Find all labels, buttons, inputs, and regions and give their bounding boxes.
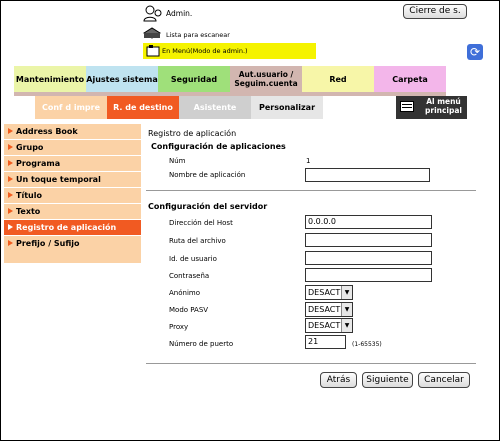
proxy-value: DESACT: [308, 321, 341, 330]
tab-mantenimiento[interactable]: Mantenimiento: [14, 66, 86, 92]
tab-asistente[interactable]: Asistente: [179, 96, 251, 119]
tab-conf-impre[interactable]: Conf d impre: [35, 96, 107, 119]
tab-red[interactable]: Red: [302, 66, 374, 92]
home-menu-icon: [400, 101, 414, 112]
page-title: Registro de aplicación: [148, 129, 237, 138]
sidebar-item-grupo[interactable]: Grupo: [4, 140, 141, 155]
proxy-select[interactable]: [305, 318, 353, 333]
chevron-down-icon: ▼: [341, 319, 352, 332]
pasv-select[interactable]: [305, 302, 353, 317]
port-input[interactable]: 21: [305, 335, 346, 349]
sidebar-item-titulo[interactable]: Título: [4, 188, 141, 203]
refresh-icon[interactable]: ⟳: [467, 44, 483, 60]
main-menu-button[interactable]: [396, 96, 467, 119]
anonymous-value: DESACT: [308, 288, 341, 297]
mode-text: En Menú(Modo de admin.): [162, 47, 248, 55]
password-input[interactable]: [305, 268, 432, 282]
port-label: Número de puerto: [169, 340, 234, 348]
sidebar-footer: [4, 251, 141, 263]
app-name-label: Nombre de aplicación: [169, 171, 246, 179]
num-label: Núm: [169, 157, 186, 165]
admin-user-icon: [142, 4, 164, 22]
logout-button[interactable]: Cierre de s.: [403, 4, 467, 19]
num-value: 1: [306, 157, 311, 165]
sidebar-item-un-toque[interactable]: Un toque temporal: [4, 172, 141, 187]
tab-personalizar[interactable]: Personalizar: [251, 96, 323, 119]
tab-ajustes-sistema[interactable]: Ajustes sistema: [86, 66, 158, 92]
sidebar-item-prefijo[interactable]: Prefijo / Sufijo: [4, 236, 141, 251]
app-name-input[interactable]: [305, 168, 430, 182]
proxy-label: Proxy: [169, 323, 189, 331]
next-button[interactable]: Siguiente: [362, 372, 413, 388]
app-section-title: Configuración de aplicaciones: [151, 142, 286, 151]
host-label: Dirección del Host: [169, 219, 233, 227]
port-range: (1-65535): [352, 341, 382, 348]
path-input[interactable]: [305, 233, 432, 247]
sidebar-item-programa[interactable]: Programa: [4, 156, 141, 171]
tab-aut-usuario[interactable]: Aut.usuario / Seguim.cuenta: [230, 66, 302, 92]
tab-seguridad[interactable]: Seguridad: [158, 66, 230, 92]
user-id-input[interactable]: [305, 251, 432, 265]
main-menu-label: Al menú principal: [425, 97, 462, 115]
sidebar-item-address-book[interactable]: Address Book: [4, 124, 141, 139]
divider: [146, 363, 476, 364]
host-input[interactable]: 0.0.0.0: [305, 215, 432, 229]
tab-carpeta[interactable]: Carpeta: [374, 66, 446, 92]
device-status: Lista para escanear: [166, 31, 230, 39]
password-label: Contraseña: [169, 272, 210, 280]
server-section-title: Configuración del servidor: [148, 202, 268, 211]
pasv-value: DESACT: [308, 305, 341, 314]
divider: [146, 190, 476, 191]
tab-r-de-destino[interactable]: R. de destino: [107, 96, 179, 119]
sidebar-item-registro[interactable]: Registro de aplicación: [4, 220, 141, 235]
pasv-label: Modo PASV: [169, 306, 209, 314]
admin-mode-icon: [146, 45, 160, 57]
anonymous-label: Anónimo: [169, 289, 200, 297]
path-label: Ruta del archivo: [169, 237, 226, 245]
chevron-down-icon: ▼: [341, 286, 352, 299]
anonymous-select[interactable]: [305, 285, 353, 300]
scanner-icon: [143, 27, 161, 40]
user-id-label: Id. de usuario: [169, 255, 217, 263]
sidebar-item-texto[interactable]: Texto: [4, 204, 141, 219]
cancel-button[interactable]: Cancelar: [418, 372, 470, 388]
chevron-down-icon: ▼: [341, 303, 352, 316]
user-name: Admin.: [166, 9, 193, 18]
back-button[interactable]: Atrás: [320, 372, 357, 388]
